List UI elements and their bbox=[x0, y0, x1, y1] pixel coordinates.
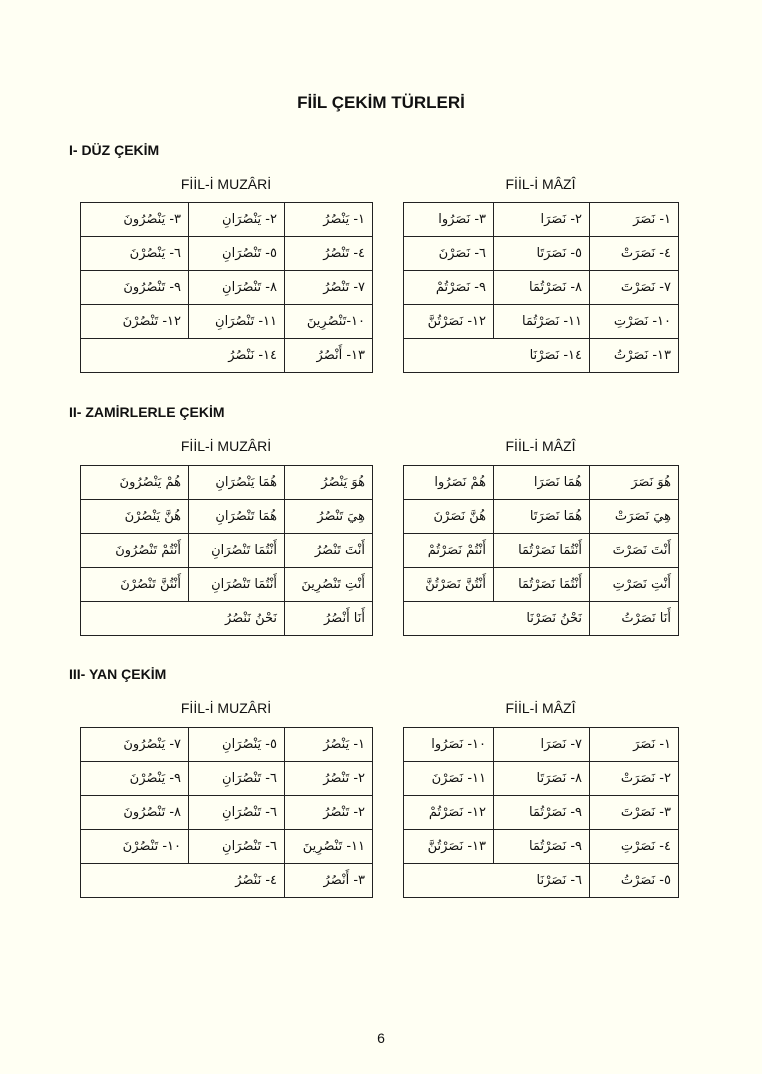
table-row bbox=[81, 271, 373, 305]
conjugation-cell: ١- نَصَرَ bbox=[590, 203, 679, 237]
conjugation-cell: ٩- نَصَرْتُمَا bbox=[494, 830, 590, 864]
conjugation-cell: ١٣- نَصَرْتُنَّ bbox=[404, 830, 494, 864]
conjugation-cell: ٤- نَصَرْتِ bbox=[590, 830, 679, 864]
conjugation-cell: ١٢- تَنْصُرْنَ bbox=[81, 305, 189, 339]
conjugation-cell: أَنْتَ تَنْصُرُ bbox=[285, 534, 373, 568]
conjugation-cell: ٧- نَصَرَا bbox=[494, 728, 590, 762]
conjugation-cell: ١١- تَنْصُرِينَ bbox=[285, 830, 373, 864]
section-heading: I- DÜZ ÇEKİM bbox=[69, 142, 160, 158]
conjugation-cell: ٨- تَنْصُرَانِ bbox=[189, 271, 285, 305]
table-row bbox=[404, 500, 679, 534]
table-row bbox=[81, 830, 373, 864]
conjugation-cell: هُمَا نَصَرَا bbox=[494, 466, 590, 500]
table-row bbox=[81, 728, 373, 762]
table-row bbox=[404, 339, 679, 373]
table-row bbox=[81, 762, 373, 796]
table-row bbox=[404, 237, 679, 271]
table-row bbox=[404, 762, 679, 796]
conjugation-cell: ٢- تَنْصُرُ bbox=[285, 796, 373, 830]
conjugation-cell: ٣- أَنْصُرُ bbox=[285, 864, 373, 898]
muzari-table bbox=[80, 202, 373, 373]
conjugation-cell: أَنْتُمْ تَنْصُرُونَ bbox=[81, 534, 189, 568]
conjugation-cell: ٢- نَصَرَتْ bbox=[590, 762, 679, 796]
conjugation-cell: ٤- نَصَرَتْ bbox=[590, 237, 679, 271]
conjugation-cell: ٥- تَنْصُرَانِ bbox=[189, 237, 285, 271]
conjugation-cell: أَنْتُمَا تَنْصُرَانِ bbox=[189, 534, 285, 568]
conjugation-cell: أَنْتُمْ نَصَرْتُمْ bbox=[404, 534, 494, 568]
conjugation-cell: ٨- تَنْصُرُونَ bbox=[81, 796, 189, 830]
conjugation-cell: هُنَّ يَنْصُرْنَ bbox=[81, 500, 189, 534]
conjugation-cell: ٧- يَنْصُرُونَ bbox=[81, 728, 189, 762]
conjugation-cell: هِيَ تَنْصُرُ bbox=[285, 500, 373, 534]
conjugation-cell: نَحْنُ نَصَرْنَا bbox=[404, 602, 590, 636]
mazi-label: FİİL-İ MÂZÎ bbox=[505, 176, 576, 192]
mazi-label: FİİL-İ MÂZÎ bbox=[505, 700, 576, 716]
table-row bbox=[81, 796, 373, 830]
table-row bbox=[81, 339, 373, 373]
conjugation-cell: ١٠- نَصَرْتِ bbox=[590, 305, 679, 339]
conjugation-cell: هُنَّ نَصَرْنَ bbox=[404, 500, 494, 534]
conjugation-cell: ٩- نَصَرْتُمَا bbox=[494, 796, 590, 830]
conjugation-cell: ٣- نَصَرُوا bbox=[404, 203, 494, 237]
conjugation-cell: ١- يَنْصُرُ bbox=[285, 728, 373, 762]
conjugation-cell: هُمَا يَنْصُرَانِ bbox=[189, 466, 285, 500]
conjugation-cell: ٤- تَنْصُرُ bbox=[285, 237, 373, 271]
conjugation-cell: ٥- نَصَرْتُ bbox=[590, 864, 679, 898]
conjugation-cell: ١- نَصَرَ bbox=[590, 728, 679, 762]
table-row bbox=[81, 305, 373, 339]
conjugation-cell: ١٠-تَنْصُرِينَ bbox=[285, 305, 373, 339]
conjugation-cell: ٥- يَنْصُرَانِ bbox=[189, 728, 285, 762]
conjugation-cell: ٩- نَصَرْتُمْ bbox=[404, 271, 494, 305]
conjugation-cell: أَنَا أَنْصُرُ bbox=[285, 602, 373, 636]
conjugation-cell: نَحْنُ نَنْصُرُ bbox=[81, 602, 285, 636]
conjugation-cell: ٤- نَنْصُرُ bbox=[81, 864, 285, 898]
conjugation-cell: ٩- يَنْصُرْنَ bbox=[81, 762, 189, 796]
table-row bbox=[404, 568, 679, 602]
conjugation-cell: ١١- نَصَرْنَ bbox=[404, 762, 494, 796]
conjugation-cell: ١٤- نَنْصُرُ bbox=[81, 339, 285, 373]
page-title: FİİL ÇEKİM TÜRLERİ bbox=[297, 93, 465, 112]
table-row bbox=[404, 466, 679, 500]
table-row bbox=[81, 864, 373, 898]
table-row bbox=[404, 830, 679, 864]
conjugation-cell: ٧- تَنْصُرُ bbox=[285, 271, 373, 305]
conjugation-cell: أَنَا نَصَرْتُ bbox=[590, 602, 679, 636]
conjugation-cell: ١- يَنْصُرُ bbox=[285, 203, 373, 237]
page-number: 6 bbox=[377, 1030, 385, 1046]
muzari-table bbox=[80, 727, 373, 898]
conjugation-cell: ٦- يَنْصُرْنَ bbox=[81, 237, 189, 271]
conjugation-cell: أَنْتُمَا تَنْصُرَانِ bbox=[189, 568, 285, 602]
conjugation-cell: ٨- نَصَرْتُمَا bbox=[494, 271, 590, 305]
mazi-table bbox=[403, 465, 679, 636]
table-row bbox=[81, 602, 373, 636]
conjugation-cell: ٣- نَصَرْتَ bbox=[590, 796, 679, 830]
conjugation-cell: ١٠- تَنْصُرْنَ bbox=[81, 830, 189, 864]
conjugation-cell: ٦- نَصَرْنَ bbox=[404, 237, 494, 271]
conjugation-cell: أَنْتُنَّ تَنْصُرْنَ bbox=[81, 568, 189, 602]
conjugation-cell: ١١- نَصَرْتُمَا bbox=[494, 305, 590, 339]
conjugation-cell: ١٢- نَصَرْتُنَّ bbox=[404, 305, 494, 339]
muzari-label: FİİL-İ MUZÂRİ bbox=[180, 176, 272, 192]
conjugation-cell: ١٣- أَنْصُرُ bbox=[285, 339, 373, 373]
conjugation-cell: هُمْ يَنْصُرُونَ bbox=[81, 466, 189, 500]
conjugation-cell: أَنْتُمَا نَصَرْتُمَا bbox=[494, 534, 590, 568]
conjugation-cell: هُمَا نَصَرَتَا bbox=[494, 500, 590, 534]
conjugation-cell: ٨- نَصَرَتَا bbox=[494, 762, 590, 796]
table-row bbox=[404, 796, 679, 830]
conjugation-cell: أَنْتُنَّ نَصَرْتُنَّ bbox=[404, 568, 494, 602]
conjugation-cell: ٩- تَنْصُرُونَ bbox=[81, 271, 189, 305]
conjugation-cell: هُوَ نَصَرَ bbox=[590, 466, 679, 500]
conjugation-cell: ١٠- نَصَرُوا bbox=[404, 728, 494, 762]
conjugation-cell: ١٤- نَصَرْنَا bbox=[404, 339, 590, 373]
conjugation-cell: ٦- تَنْصُرَانِ bbox=[189, 830, 285, 864]
table-row bbox=[404, 305, 679, 339]
mazi-label: FİİL-İ MÂZÎ bbox=[505, 438, 576, 454]
table-row bbox=[81, 568, 373, 602]
conjugation-cell: هُمَا تَنْصُرَانِ bbox=[189, 500, 285, 534]
table-row bbox=[81, 534, 373, 568]
conjugation-cell: أَنْتَ نَصَرْتَ bbox=[590, 534, 679, 568]
mazi-table bbox=[403, 202, 679, 373]
section-heading: II- ZAMİRLERLE ÇEKİM bbox=[69, 404, 225, 420]
conjugation-cell: ٦- تَنْصُرَانِ bbox=[189, 762, 285, 796]
conjugation-cell: ٢- يَنْصُرَانِ bbox=[189, 203, 285, 237]
conjugation-cell: ٥- نَصَرَتَا bbox=[494, 237, 590, 271]
muzari-table bbox=[80, 465, 373, 636]
conjugation-cell: هُمْ نَصَرُوا bbox=[404, 466, 494, 500]
table-row bbox=[404, 203, 679, 237]
table-row bbox=[404, 864, 679, 898]
table-row bbox=[404, 728, 679, 762]
conjugation-cell: ٢- تَنْصُرُ bbox=[285, 762, 373, 796]
conjugation-cell: هُوَ يَنْصُرُ bbox=[285, 466, 373, 500]
section-heading: III- YAN ÇEKİM bbox=[69, 666, 167, 682]
conjugation-cell: ٢- نَصَرَا bbox=[494, 203, 590, 237]
table-row bbox=[404, 534, 679, 568]
table-row bbox=[404, 602, 679, 636]
conjugation-cell: أَنْتِ نَصَرْتِ bbox=[590, 568, 679, 602]
table-row bbox=[404, 271, 679, 305]
table-row bbox=[81, 237, 373, 271]
conjugation-cell: ٦- نَصَرْنَا bbox=[404, 864, 590, 898]
table-row bbox=[81, 203, 373, 237]
conjugation-cell: ١١- تَنْصُرَانِ bbox=[189, 305, 285, 339]
conjugation-cell: ١٣- نَصَرْتُ bbox=[590, 339, 679, 373]
conjugation-cell: ٣- يَنْصُرُونَ bbox=[81, 203, 189, 237]
conjugation-cell: هِيَ نَصَرَتْ bbox=[590, 500, 679, 534]
mazi-table bbox=[403, 727, 679, 898]
table-row bbox=[81, 466, 373, 500]
conjugation-cell: أَنْتُمَا نَصَرْتُمَا bbox=[494, 568, 590, 602]
conjugation-cell: ٧- نَصَرْتَ bbox=[590, 271, 679, 305]
conjugation-cell: ١٢- نَصَرْتُمْ bbox=[404, 796, 494, 830]
conjugation-cell: ٦- تَنْصُرَانِ bbox=[189, 796, 285, 830]
table-row bbox=[81, 500, 373, 534]
conjugation-cell: أَنْتِ تَنْصُرِينَ bbox=[285, 568, 373, 602]
muzari-label: FİİL-İ MUZÂRİ bbox=[180, 438, 272, 454]
muzari-label: FİİL-İ MUZÂRİ bbox=[180, 700, 272, 716]
